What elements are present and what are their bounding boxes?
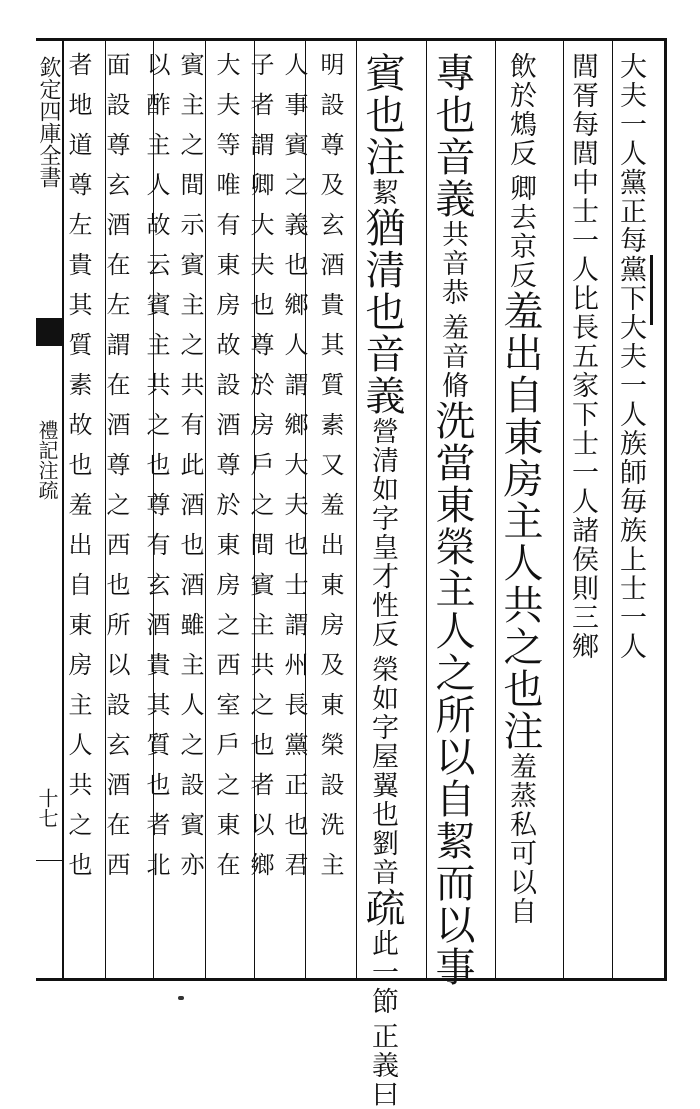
text-column-8: 子者謂卿大夫也尊於房戶之間賓主共之也者以鄉 — [246, 52, 274, 892]
text-column-9: 大夫等唯有東房故設酒尊於東房之西室戶之東在 — [212, 52, 240, 892]
text-column-3 — [497, 52, 543, 926]
annotation-pair — [439, 220, 466, 400]
text-column-6: 明設尊及玄酒貴其質素又羞出東房及東榮設洗主 — [316, 52, 344, 892]
text-column-2: 閭胥每閭中士一人比長五家下士一人諸侯則三鄉 — [567, 52, 598, 661]
column-rule — [356, 40, 357, 978]
column-rule — [426, 40, 427, 978]
column-rule — [612, 40, 613, 978]
section-label: 疏 — [359, 887, 405, 929]
annotation-line: 此一節 — [367, 929, 398, 1016]
right-border — [664, 38, 667, 981]
text-column-13: 者地道尊左貴其質素故也羞出自東房主人共之也 — [64, 52, 92, 892]
classic-text: 賓也注 — [359, 52, 405, 178]
page-number: 十七 — [35, 788, 59, 828]
text-column-1: 大夫一人黨正每黨下大夫一人族師毎族上士一人 — [615, 52, 646, 661]
column-rule — [205, 40, 206, 978]
section-label: 音義 — [429, 136, 475, 220]
book-title: 欽定四庫全書 — [36, 56, 61, 188]
classic-text: 專也 — [429, 52, 475, 136]
bottom-border — [36, 978, 666, 981]
annotation-pair — [507, 52, 534, 290]
annotation-line: 羞音脩 — [437, 313, 468, 400]
ink-speck — [178, 996, 184, 1000]
classic-text: 猶清也 — [359, 207, 405, 333]
fold-line — [36, 860, 62, 861]
classic-text: 羞出自東房主人共之也注 — [497, 290, 543, 752]
top-border — [36, 38, 666, 41]
section-label: 音義 — [359, 333, 405, 417]
text-column-5 — [359, 52, 405, 1109]
work-title: 禮記注疏 — [35, 420, 59, 500]
commentary-text: 絜 — [367, 178, 398, 207]
classic-text: 洗當東榮主人之所以自絜而以事 — [429, 400, 475, 988]
annotation-line: 正義曰 — [367, 1022, 398, 1109]
annotation-pair — [369, 929, 396, 1109]
annotation-line: 營清如字皇才性反 — [367, 417, 398, 649]
annotation-line: 卿去京反 — [505, 174, 536, 290]
column-rule — [495, 40, 496, 978]
text-column-10: 賓主之間示賓主之共有此酒也酒雖主人之設賓亦 — [176, 52, 204, 892]
text-column-12: 面設尊玄酒在左謂在酒尊之西也所以設玄酒在西 — [102, 52, 130, 892]
text-column-7: 人事賓之義也鄉人謂鄉大夫也士謂州長黨正也君 — [280, 52, 308, 892]
text-column-11: 以酢主人故云賓主共之也尊有玄酒貴其質也者北 — [142, 52, 170, 892]
column-rule — [563, 40, 564, 978]
edge-mark — [650, 255, 653, 325]
annotation-line: 共音恭 — [437, 220, 468, 307]
annotation-pair — [369, 417, 396, 887]
annotation-line: 榮如字屋翼也劉音 — [367, 655, 398, 887]
annotation-line: 飲於鴆反 — [505, 52, 536, 168]
text-column-4 — [429, 52, 475, 988]
commentary-text: 羞蒸私可以自 — [505, 752, 536, 926]
fishtail-mark — [36, 318, 62, 346]
